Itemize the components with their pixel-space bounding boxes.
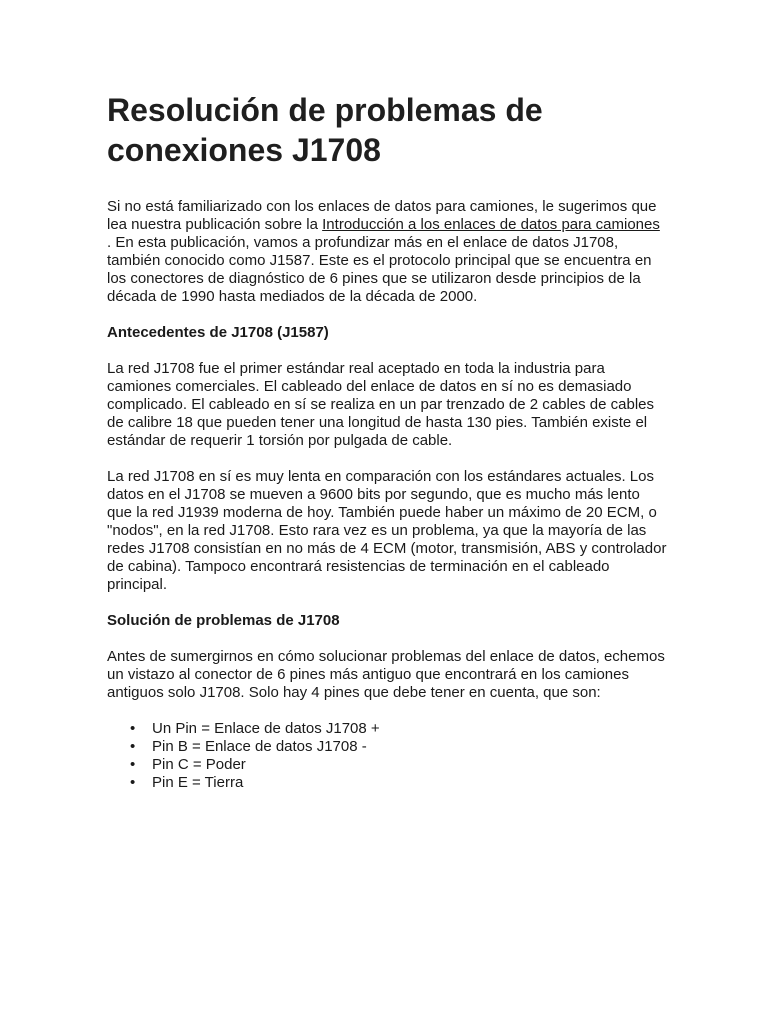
bullet-icon: • xyxy=(130,720,136,737)
section-heading-troubleshooting: Solución de problemas de J1708 xyxy=(107,612,340,629)
pin-list-item-text: Un Pin = Enlace de datos J1708 + xyxy=(152,720,380,737)
intro-text-before-link: Si no está familiarizado con los enlaces de datos para camiones, le sugerimos que lea nuestra publicación sobre la xyxy=(107,198,657,233)
pin-list-item xyxy=(130,738,667,756)
background-paragraph-1: La red J1708 fue el primer estándar real aceptado en toda la industria para camiones comerciales. El cableado del enlace de datos en sí no es demasiado complicado. El cableado en sí se realiza en un par trenzado de 2 cables de cables de calibre 18 que pueden tener una longitud de hasta 130 pies. También existe el estándar de requerir 1 torsión por pulgada de cable. xyxy=(107,360,655,449)
pin-list-item xyxy=(130,774,667,792)
pin-list-item-text: Pin E = Tierra xyxy=(152,774,244,791)
pin-list xyxy=(107,720,667,792)
pin-list-item xyxy=(130,720,667,738)
pin-list-item-text: Pin B = Enlace de datos J1708 - xyxy=(152,738,367,755)
pin-list-item xyxy=(130,756,667,774)
background-paragraph-2: La red J1708 en sí es muy lenta en comparación con los estándares actuales. Los datos en el J1708 se mueven a 9600 bits por segundo, que es mucho más lento que la red J1939 moderna de hoy. También puede haber un máximo de 20 ECM, o "nodos", en la red J1708. Esto rara vez es un problema, ya que la mayoría de las redes J1708 consistían en no más de 4 ECM (motor, transmisión, ABS y controlador de cabina). Tampoco encontrará resistencias de terminación en el cableado principal. xyxy=(107,468,667,593)
intro-paragraph xyxy=(107,198,667,306)
troubleshooting-paragraph: Antes de sumergirnos en cómo solucionar problemas del enlace de datos, echemos un vistazo al conector de 6 pines más antiguo que encontrará en los camiones antiguos solo J1708. Solo hay 4 pines que debe tener en cuenta, que son: xyxy=(107,648,665,701)
bullet-icon: • xyxy=(130,738,136,755)
bullet-icon: • xyxy=(130,756,136,773)
section-heading-background: Antecedentes de J1708 (J1587) xyxy=(107,324,329,341)
bullet-icon: • xyxy=(130,774,136,791)
intro-article-link[interactable]: Introducción a los enlaces de datos para camiones xyxy=(322,216,660,233)
intro-text-after-link: . En esta publicación, vamos a profundizar más en el enlace de datos J1708, también conocido como J1587. Este es el protocolo principal que se encuentra en los conectores de diagnóstico de 6 pines que se utilizaron desde principios de la década de 1990 hasta mediados de la década de 2000. xyxy=(107,234,652,305)
page-title: Resolución de problemas de conexiones J1708 xyxy=(107,92,543,168)
document-page xyxy=(107,90,667,792)
pin-list-item-text: Pin C = Poder xyxy=(152,756,246,773)
